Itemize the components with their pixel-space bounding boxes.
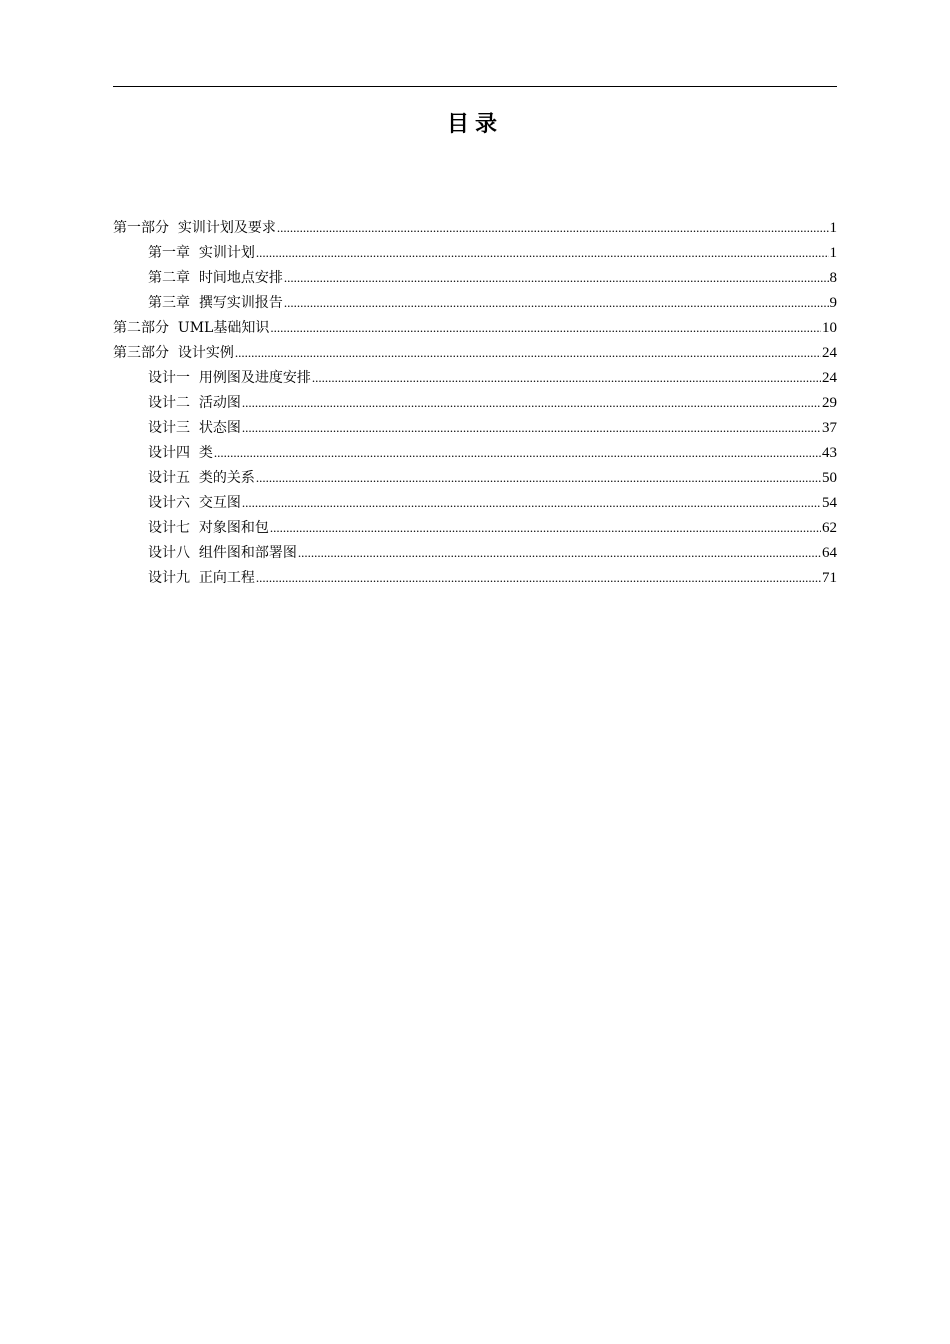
toc-entry-label: 设计八 组件图和部署图 bbox=[148, 545, 297, 561]
toc-entry[interactable] bbox=[113, 540, 837, 565]
toc-dot-leader bbox=[284, 290, 829, 315]
toc-entry[interactable] bbox=[113, 565, 837, 590]
toc-dot-leader bbox=[270, 315, 821, 340]
toc-entry-label: 设计三 状态图 bbox=[148, 420, 241, 436]
toc-entry-page-number: 8 bbox=[829, 270, 837, 286]
toc-entry-page-number: 71 bbox=[822, 570, 837, 586]
toc-title: 目录 bbox=[446, 112, 503, 137]
toc-entry-page-number: 29 bbox=[822, 395, 837, 411]
toc-dot-leader bbox=[298, 540, 821, 565]
table-of-contents bbox=[113, 215, 837, 590]
toc-dot-leader bbox=[242, 415, 821, 440]
toc-entry[interactable] bbox=[113, 390, 837, 415]
toc-entry-page-number: 43 bbox=[822, 445, 837, 461]
toc-entry-page-number: 50 bbox=[822, 470, 837, 486]
toc-dot-leader bbox=[270, 515, 821, 540]
toc-entry-label: 第二部分 UML基础知识 bbox=[113, 320, 270, 336]
toc-dot-leader bbox=[235, 340, 821, 365]
toc-entry-label: 第三部分 设计实例 bbox=[113, 345, 234, 361]
toc-entry-label: 第三章 撰写实训报告 bbox=[148, 295, 283, 311]
toc-entry-page-number: 37 bbox=[822, 420, 837, 436]
toc-entry-page-number: 1 bbox=[829, 220, 837, 236]
toc-entry-page-number: 9 bbox=[829, 295, 837, 311]
toc-entry-page-number: 1 bbox=[829, 245, 837, 261]
toc-entry[interactable] bbox=[113, 415, 837, 440]
toc-dot-leader bbox=[256, 240, 829, 265]
toc-entry-label: 设计九 正向工程 bbox=[148, 570, 255, 586]
toc-entry-label: 设计五 类的关系 bbox=[148, 470, 255, 486]
toc-entry[interactable] bbox=[113, 465, 837, 490]
toc-entry[interactable] bbox=[113, 490, 837, 515]
toc-entry-page-number: 62 bbox=[822, 520, 837, 536]
toc-dot-leader bbox=[242, 390, 821, 415]
toc-dot-leader bbox=[277, 215, 829, 240]
toc-entry-page-number: 10 bbox=[822, 320, 837, 336]
toc-entry[interactable] bbox=[113, 340, 837, 365]
toc-dot-leader bbox=[214, 440, 821, 465]
toc-dot-leader bbox=[312, 365, 821, 390]
toc-entry-label: 设计一 用例图及进度安排 bbox=[148, 370, 311, 386]
toc-entry-page-number: 24 bbox=[822, 370, 837, 386]
toc-entry-label: 第一部分 实训计划及要求 bbox=[113, 220, 276, 236]
toc-entry-page-number: 54 bbox=[822, 495, 837, 511]
toc-entry-page-number: 24 bbox=[822, 345, 837, 361]
toc-entry-label: 设计七 对象图和包 bbox=[148, 520, 269, 536]
toc-dot-leader bbox=[256, 465, 821, 490]
toc-entry-label: 设计六 交互图 bbox=[148, 495, 241, 511]
toc-entry[interactable] bbox=[113, 215, 837, 240]
toc-entry-label: 设计四 类 bbox=[148, 445, 213, 461]
toc-dot-leader bbox=[242, 490, 821, 515]
toc-entry[interactable] bbox=[113, 265, 837, 290]
toc-entry-label: 第二章 时间地点安排 bbox=[148, 270, 283, 286]
toc-entry[interactable] bbox=[113, 315, 837, 340]
header-rule bbox=[113, 86, 837, 87]
toc-entry[interactable] bbox=[113, 440, 837, 465]
toc-entry[interactable] bbox=[113, 290, 837, 315]
toc-entry-label: 第一章 实训计划 bbox=[148, 245, 255, 261]
toc-entry[interactable] bbox=[113, 515, 837, 540]
toc-entry-page-number: 64 bbox=[822, 545, 837, 561]
toc-entry-label: 设计二 活动图 bbox=[148, 395, 241, 411]
toc-entry[interactable] bbox=[113, 240, 837, 265]
toc-dot-leader bbox=[284, 265, 829, 290]
toc-entry[interactable] bbox=[113, 365, 837, 390]
toc-dot-leader bbox=[256, 565, 821, 590]
